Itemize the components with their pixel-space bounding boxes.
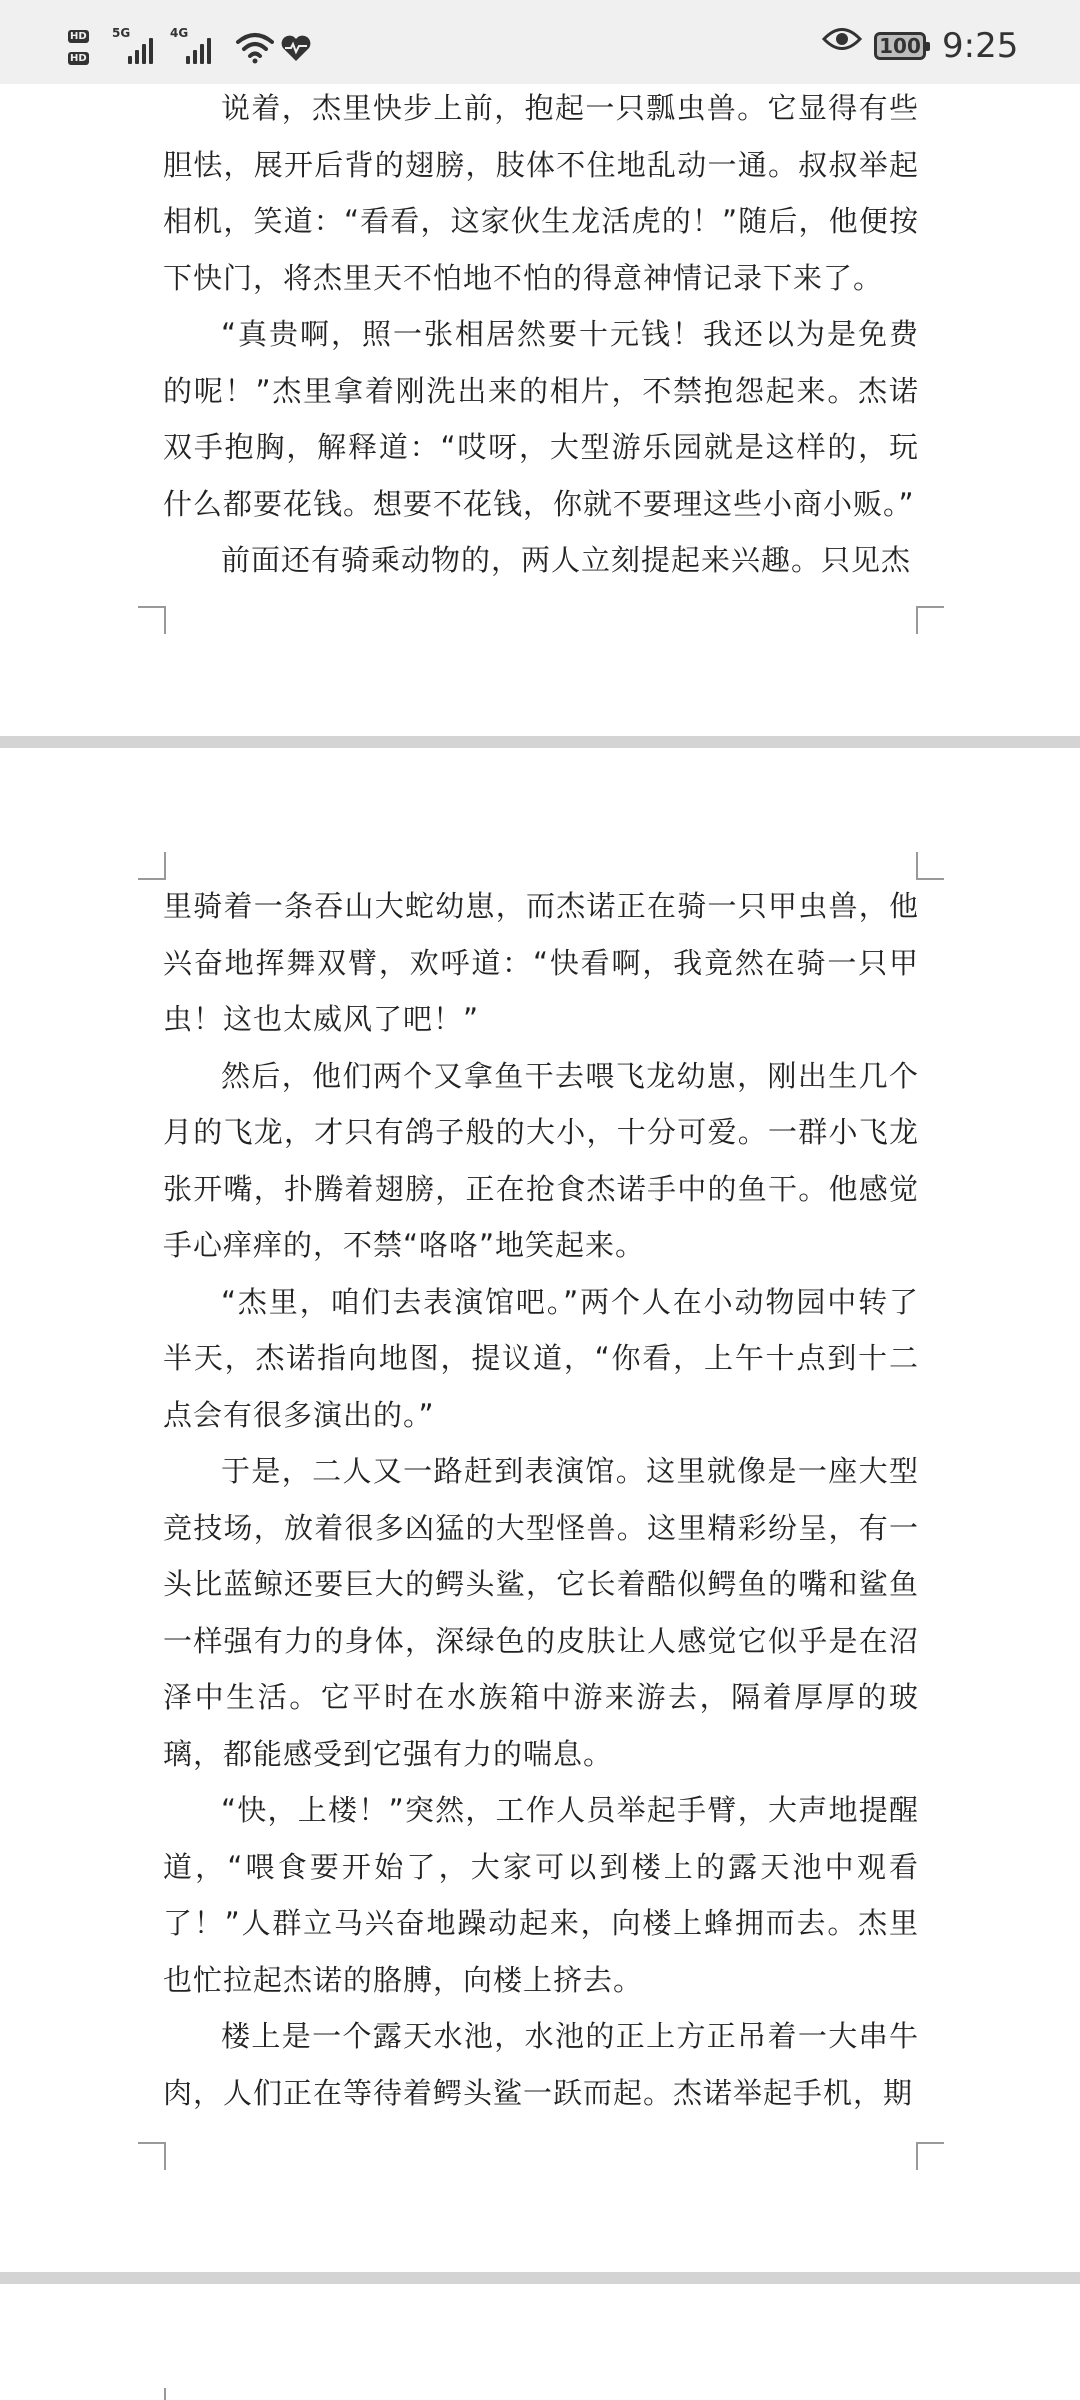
clock: 9:25 (942, 26, 1019, 66)
health-heart-icon (280, 34, 312, 62)
crop-mark-bottom-right (916, 2142, 944, 2170)
paragraph: 楼上是一个露天水池，水池的正上方正吊着一大串牛肉，人们正在等待着鳄头鲨一跃而起。杰诺举起手机，期 (163, 2019, 919, 2110)
crop-mark-bottom-left (138, 2142, 166, 2170)
paragraph: 前面还有骑乘动物的，两人立刻提起来兴趣。只见杰 (221, 543, 912, 577)
document-page-3[interactable] (0, 2284, 1080, 2400)
paragraph: 于是，二人又一路赶到表演馆。这里就像是一座大型竞技场，放着很多凶猛的大型怪兽。这里精彩纷呈，有一头比蓝鲸还要巨大的鳄头鲨，它长着酷似鳄鱼的嘴和鲨鱼一样强有力的身体，深绿色的皮肤让人感觉它似乎是在沼泽中生活。它平时在水族箱中游来游去，隔着厚厚的玻璃，都能感受到它强有力的喘息。 (163, 1454, 919, 1771)
paragraph: “真贵啊，照一张相居然要十元钱！我还以为是免费的呢！”杰里拿着刚洗出来的相片，不禁抱怨起来。杰诺双手抱胸，解释道：“哎呀，大型游乐园就是这样的，玩什么都要花钱。想要不花钱，你就不要理这些小商小贩。” (163, 317, 919, 521)
status-right (822, 20, 1042, 68)
network-type-2: 4G (170, 26, 189, 40)
crop-mark-top-left (164, 2388, 166, 2400)
paragraph: “快，上楼！”突然，工作人员举起手臂，大声地提醒道，“喂食要开始了，大家可以到楼上的露天池中观看了！”人群立马兴奋地躁动起来，向楼上蜂拥而去。杰里也忙拉起杰诺的胳膊，向楼上挤去。 (163, 1793, 919, 1997)
battery-icon: 100 (874, 32, 926, 60)
signal-icon-2 (186, 34, 218, 64)
document-page-1[interactable] (0, 84, 1080, 736)
document-page-2[interactable] (0, 748, 1080, 2272)
crop-mark-bottom-left (138, 606, 166, 634)
hd-badge-1: HD (70, 31, 87, 42)
crop-mark-top-right (916, 852, 944, 880)
paragraph: “杰里，咱们去表演馆吧。”两个人在小动物园中转了半天，杰诺指向地图，提议道，“你看，上午十点到十二点会有很多演出的。” (163, 1284, 919, 1432)
signal-icon-1 (128, 34, 160, 64)
page-1-text (163, 80, 919, 589)
paragraph: 然后，他们两个又拿鱼干去喂飞龙幼崽，刚出生几个月的飞龙，才只有鸽子般的大小，十分可爱。一群小飞龙张开嘴，扑腾着翅膀，正在抢食杰诺手中的鱼干。他感觉手心痒痒的，不禁“咯咯”地笑起来。 (163, 1058, 919, 1262)
eye-comfort-icon (822, 26, 862, 52)
wifi-icon (236, 30, 274, 64)
hd-indicator (68, 30, 106, 74)
hd-badge-2: HD (70, 53, 87, 64)
page-2-text (163, 878, 919, 2121)
network-type-1: 5G (112, 26, 131, 40)
paragraph: 说着，杰里快步上前，抱起一只瓢虫兽。它显得有些胆怯，展开后背的翅膀，肢体不住地乱动一通。叔叔举起相机，笑道：“看看，这家伙生龙活虎的！”随后，他便按下快门，将杰里天不怕地不怕的得意神情记录下来了。 (163, 91, 919, 295)
crop-mark-bottom-right (916, 606, 944, 634)
paragraph-continuation: 里骑着一条吞山大蛇幼崽，而杰诺正在骑一只甲虫兽，他兴奋地挥舞双臂，欢呼道：“快看啊，我竟然在骑一只甲虫！这也太威风了吧！” (163, 889, 919, 1036)
status-bar (0, 0, 1080, 84)
crop-mark-top-left (138, 852, 166, 880)
